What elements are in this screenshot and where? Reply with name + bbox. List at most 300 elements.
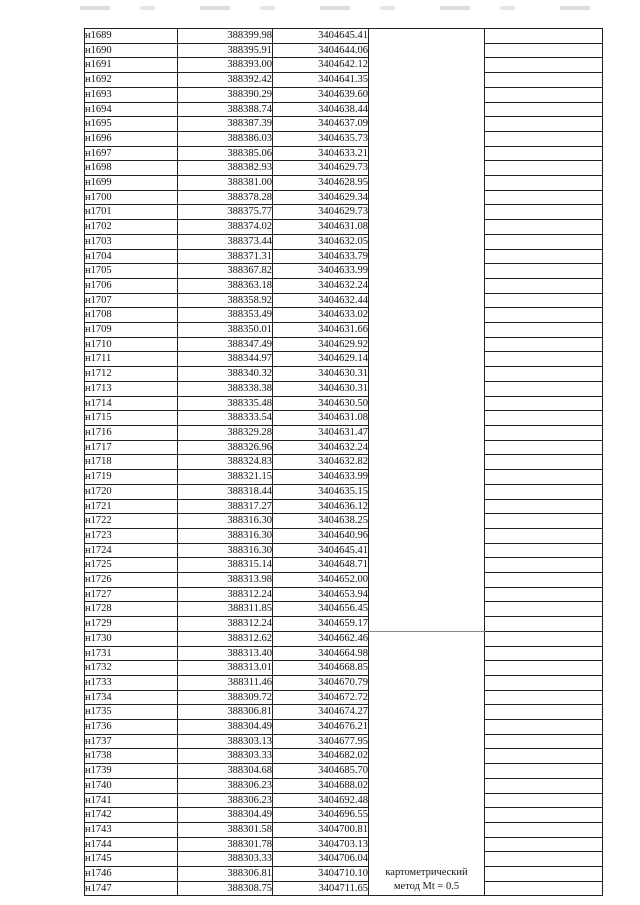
x-coordinate-cell: 388358.92 xyxy=(178,293,273,308)
empty-cell xyxy=(485,220,603,235)
x-coordinate-cell: 388344.97 xyxy=(178,352,273,367)
y-coordinate-cell: 3404662.46 xyxy=(273,631,369,646)
table-row xyxy=(85,867,603,882)
y-coordinate-cell: 3404664.98 xyxy=(273,646,369,661)
empty-cell xyxy=(485,808,603,823)
point-name-cell: н1705 xyxy=(85,264,178,279)
empty-cell xyxy=(485,587,603,602)
empty-cell xyxy=(485,690,603,705)
x-coordinate-cell: 388313.01 xyxy=(178,661,273,676)
point-name-cell: н1736 xyxy=(85,720,178,735)
table-row xyxy=(85,602,603,617)
empty-cell xyxy=(485,367,603,382)
empty-cell xyxy=(485,29,603,44)
x-coordinate-cell: 388316.30 xyxy=(178,528,273,543)
x-coordinate-cell: 388347.49 xyxy=(178,337,273,352)
y-coordinate-cell: 3404640.96 xyxy=(273,528,369,543)
empty-cell xyxy=(485,440,603,455)
x-coordinate-cell: 388378.28 xyxy=(178,190,273,205)
empty-cell xyxy=(485,58,603,73)
point-name-cell: н1719 xyxy=(85,470,178,485)
table-row xyxy=(85,690,603,705)
empty-cell xyxy=(485,822,603,837)
table-row xyxy=(85,308,603,323)
method-cell-upper xyxy=(369,29,485,632)
x-coordinate-cell: 388338.38 xyxy=(178,381,273,396)
point-name-cell: н1735 xyxy=(85,705,178,720)
point-name-cell: н1694 xyxy=(85,102,178,117)
table-row xyxy=(85,220,603,235)
point-name-cell: н1700 xyxy=(85,190,178,205)
y-coordinate-cell: 3404692.48 xyxy=(273,793,369,808)
point-name-cell: н1692 xyxy=(85,73,178,88)
x-coordinate-cell: 388375.77 xyxy=(178,205,273,220)
point-name-cell: н1708 xyxy=(85,308,178,323)
table-row xyxy=(85,102,603,117)
table-row xyxy=(85,617,603,632)
y-coordinate-cell: 3404706.04 xyxy=(273,852,369,867)
y-coordinate-cell: 3404642.12 xyxy=(273,58,369,73)
point-name-cell: н1739 xyxy=(85,764,178,779)
x-coordinate-cell: 388395.91 xyxy=(178,43,273,58)
point-name-cell: н1732 xyxy=(85,661,178,676)
y-coordinate-cell: 3404633.02 xyxy=(273,308,369,323)
table-row xyxy=(85,58,603,73)
table-row xyxy=(85,484,603,499)
empty-cell xyxy=(485,646,603,661)
y-coordinate-cell: 3404635.15 xyxy=(273,484,369,499)
y-coordinate-cell: 3404632.82 xyxy=(273,455,369,470)
x-coordinate-cell: 388304.68 xyxy=(178,764,273,779)
point-name-cell: н1723 xyxy=(85,528,178,543)
y-coordinate-cell: 3404711.65 xyxy=(273,881,369,896)
empty-cell xyxy=(485,425,603,440)
y-coordinate-cell: 3404656.45 xyxy=(273,602,369,617)
method-text xyxy=(369,634,484,893)
x-coordinate-cell: 388381.00 xyxy=(178,176,273,191)
table-row xyxy=(85,587,603,602)
empty-cell xyxy=(485,528,603,543)
point-name-cell: н1714 xyxy=(85,396,178,411)
x-coordinate-cell: 388306.23 xyxy=(178,793,273,808)
empty-cell xyxy=(485,852,603,867)
empty-cell xyxy=(485,661,603,676)
point-name-cell: н1729 xyxy=(85,617,178,632)
table-row xyxy=(85,852,603,867)
table-row xyxy=(85,837,603,852)
x-coordinate-cell: 388353.49 xyxy=(178,308,273,323)
table-row xyxy=(85,29,603,44)
table-row xyxy=(85,249,603,264)
empty-cell xyxy=(485,881,603,896)
y-coordinate-cell: 3404672.72 xyxy=(273,690,369,705)
table-row xyxy=(85,234,603,249)
empty-cell xyxy=(485,749,603,764)
empty-cell xyxy=(485,131,603,146)
table-row xyxy=(85,793,603,808)
table-row xyxy=(85,278,603,293)
y-coordinate-cell: 3404703.13 xyxy=(273,837,369,852)
empty-cell xyxy=(485,778,603,793)
x-coordinate-cell: 388308.75 xyxy=(178,881,273,896)
point-name-cell: н1706 xyxy=(85,278,178,293)
point-name-cell: н1711 xyxy=(85,352,178,367)
y-coordinate-cell: 3404632.24 xyxy=(273,440,369,455)
empty-cell xyxy=(485,675,603,690)
empty-cell xyxy=(485,249,603,264)
empty-cell xyxy=(485,734,603,749)
y-coordinate-cell: 3404641.35 xyxy=(273,73,369,88)
table-row xyxy=(85,43,603,58)
x-coordinate-cell: 388303.33 xyxy=(178,749,273,764)
empty-cell xyxy=(485,837,603,852)
x-coordinate-cell: 388311.85 xyxy=(178,602,273,617)
empty-cell xyxy=(485,573,603,588)
point-name-cell: н1703 xyxy=(85,234,178,249)
point-name-cell: н1697 xyxy=(85,146,178,161)
table-row xyxy=(85,808,603,823)
point-name-cell: н1707 xyxy=(85,293,178,308)
coordinates-table-body xyxy=(85,29,603,896)
point-name-cell: н1731 xyxy=(85,646,178,661)
y-coordinate-cell: 3404645.41 xyxy=(273,543,369,558)
point-name-cell: н1745 xyxy=(85,852,178,867)
y-coordinate-cell: 3404633.21 xyxy=(273,146,369,161)
table-row xyxy=(85,573,603,588)
y-coordinate-cell: 3404632.24 xyxy=(273,278,369,293)
empty-cell xyxy=(485,470,603,485)
table-row xyxy=(85,293,603,308)
x-coordinate-cell: 388324.83 xyxy=(178,455,273,470)
table-row xyxy=(85,205,603,220)
point-name-cell: н1747 xyxy=(85,881,178,896)
table-row xyxy=(85,675,603,690)
method-text-line: метод Mt = 0.5 xyxy=(393,880,460,892)
x-coordinate-cell: 388333.54 xyxy=(178,411,273,426)
x-coordinate-cell: 388388.74 xyxy=(178,102,273,117)
point-name-cell: н1746 xyxy=(85,867,178,882)
point-name-cell: н1742 xyxy=(85,808,178,823)
y-coordinate-cell: 3404633.99 xyxy=(273,470,369,485)
empty-cell xyxy=(485,352,603,367)
table-row xyxy=(85,558,603,573)
y-coordinate-cell: 3404630.31 xyxy=(273,367,369,382)
x-coordinate-cell: 388317.27 xyxy=(178,499,273,514)
empty-cell xyxy=(485,190,603,205)
point-name-cell: н1722 xyxy=(85,514,178,529)
y-coordinate-cell: 3404653.94 xyxy=(273,587,369,602)
y-coordinate-cell: 3404710.10 xyxy=(273,867,369,882)
x-coordinate-cell: 388309.72 xyxy=(178,690,273,705)
empty-cell xyxy=(485,87,603,102)
y-coordinate-cell: 3404635.73 xyxy=(273,131,369,146)
table-row xyxy=(85,337,603,352)
x-coordinate-cell: 388392.42 xyxy=(178,73,273,88)
x-coordinate-cell: 388312.24 xyxy=(178,587,273,602)
table-row xyxy=(85,176,603,191)
y-coordinate-cell: 3404638.25 xyxy=(273,514,369,529)
y-coordinate-cell: 3404629.73 xyxy=(273,161,369,176)
table-row xyxy=(85,764,603,779)
table-row xyxy=(85,499,603,514)
y-coordinate-cell: 3404632.44 xyxy=(273,293,369,308)
empty-cell xyxy=(485,161,603,176)
point-name-cell: н1740 xyxy=(85,778,178,793)
point-name-cell: н1726 xyxy=(85,573,178,588)
x-coordinate-cell: 388371.31 xyxy=(178,249,273,264)
x-coordinate-cell: 388387.39 xyxy=(178,117,273,132)
table-row xyxy=(85,381,603,396)
x-coordinate-cell: 388385.06 xyxy=(178,146,273,161)
point-name-cell: н1713 xyxy=(85,381,178,396)
table-row xyxy=(85,822,603,837)
empty-cell xyxy=(485,484,603,499)
point-name-cell: н1728 xyxy=(85,602,178,617)
point-name-cell: н1699 xyxy=(85,176,178,191)
x-coordinate-cell: 388382.93 xyxy=(178,161,273,176)
y-coordinate-cell: 3404631.08 xyxy=(273,411,369,426)
point-name-cell: н1691 xyxy=(85,58,178,73)
y-coordinate-cell: 3404677.95 xyxy=(273,734,369,749)
x-coordinate-cell: 388313.40 xyxy=(178,646,273,661)
empty-cell xyxy=(485,323,603,338)
point-name-cell: н1709 xyxy=(85,323,178,338)
y-coordinate-cell: 3404670.79 xyxy=(273,675,369,690)
y-coordinate-cell: 3404659.17 xyxy=(273,617,369,632)
y-coordinate-cell: 3404629.92 xyxy=(273,337,369,352)
point-name-cell: н1695 xyxy=(85,117,178,132)
table-row xyxy=(85,146,603,161)
y-coordinate-cell: 3404630.50 xyxy=(273,396,369,411)
point-name-cell: н1715 xyxy=(85,411,178,426)
x-coordinate-cell: 388306.81 xyxy=(178,867,273,882)
empty-cell xyxy=(485,308,603,323)
empty-cell xyxy=(485,43,603,58)
y-coordinate-cell: 3404682.02 xyxy=(273,749,369,764)
empty-cell xyxy=(485,455,603,470)
y-coordinate-cell: 3404628.95 xyxy=(273,176,369,191)
empty-cell xyxy=(485,146,603,161)
x-coordinate-cell: 388304.49 xyxy=(178,720,273,735)
x-coordinate-cell: 388335.48 xyxy=(178,396,273,411)
empty-cell xyxy=(485,396,603,411)
empty-cell xyxy=(485,602,603,617)
empty-cell xyxy=(485,117,603,132)
table-row xyxy=(85,161,603,176)
table-row xyxy=(85,264,603,279)
empty-cell xyxy=(485,793,603,808)
table-row xyxy=(85,514,603,529)
x-coordinate-cell: 388301.58 xyxy=(178,822,273,837)
point-name-cell: н1730 xyxy=(85,631,178,646)
table-row xyxy=(85,705,603,720)
table-row xyxy=(85,881,603,896)
table-row xyxy=(85,352,603,367)
empty-cell xyxy=(485,514,603,529)
point-name-cell: н1744 xyxy=(85,837,178,852)
method-cell xyxy=(369,631,485,896)
table-row xyxy=(85,646,603,661)
point-name-cell: н1717 xyxy=(85,440,178,455)
empty-cell xyxy=(485,381,603,396)
empty-cell xyxy=(485,234,603,249)
x-coordinate-cell: 388304.49 xyxy=(178,808,273,823)
x-coordinate-cell: 388312.24 xyxy=(178,617,273,632)
point-name-cell: н1696 xyxy=(85,131,178,146)
x-coordinate-cell: 388393.00 xyxy=(178,58,273,73)
y-coordinate-cell: 3404688.02 xyxy=(273,778,369,793)
y-coordinate-cell: 3404676.21 xyxy=(273,720,369,735)
point-name-cell: н1702 xyxy=(85,220,178,235)
x-coordinate-cell: 388326.96 xyxy=(178,440,273,455)
y-coordinate-cell: 3404629.14 xyxy=(273,352,369,367)
table-row xyxy=(85,323,603,338)
y-coordinate-cell: 3404631.08 xyxy=(273,220,369,235)
y-coordinate-cell: 3404632.05 xyxy=(273,234,369,249)
scan-header-artifact xyxy=(80,6,600,10)
point-name-cell: н1716 xyxy=(85,425,178,440)
y-coordinate-cell: 3404648.71 xyxy=(273,558,369,573)
point-name-cell: н1720 xyxy=(85,484,178,499)
x-coordinate-cell: 388318.44 xyxy=(178,484,273,499)
empty-cell xyxy=(485,293,603,308)
coordinates-table xyxy=(84,28,603,896)
y-coordinate-cell: 3404638.44 xyxy=(273,102,369,117)
table-row xyxy=(85,440,603,455)
y-coordinate-cell: 3404629.34 xyxy=(273,190,369,205)
x-coordinate-cell: 388340.32 xyxy=(178,367,273,382)
x-coordinate-cell: 388386.03 xyxy=(178,131,273,146)
table-row xyxy=(85,396,603,411)
table-row xyxy=(85,778,603,793)
x-coordinate-cell: 388363.18 xyxy=(178,278,273,293)
y-coordinate-cell: 3404652.00 xyxy=(273,573,369,588)
x-coordinate-cell: 388374.02 xyxy=(178,220,273,235)
table-row xyxy=(85,73,603,88)
table-row xyxy=(85,425,603,440)
x-coordinate-cell: 388367.82 xyxy=(178,264,273,279)
y-coordinate-cell: 3404636.12 xyxy=(273,499,369,514)
point-name-cell: н1721 xyxy=(85,499,178,514)
y-coordinate-cell: 3404639.60 xyxy=(273,87,369,102)
point-name-cell: н1743 xyxy=(85,822,178,837)
x-coordinate-cell: 388373.44 xyxy=(178,234,273,249)
point-name-cell: н1738 xyxy=(85,749,178,764)
table-row xyxy=(85,631,603,646)
y-coordinate-cell: 3404696.55 xyxy=(273,808,369,823)
table-row xyxy=(85,455,603,470)
x-coordinate-cell: 388303.13 xyxy=(178,734,273,749)
table-row xyxy=(85,661,603,676)
y-coordinate-cell: 3404631.66 xyxy=(273,323,369,338)
table-row xyxy=(85,470,603,485)
y-coordinate-cell: 3404633.79 xyxy=(273,249,369,264)
x-coordinate-cell: 388329.28 xyxy=(178,425,273,440)
x-coordinate-cell: 388303.33 xyxy=(178,852,273,867)
point-name-cell: н1724 xyxy=(85,543,178,558)
x-coordinate-cell: 388399.98 xyxy=(178,29,273,44)
table-row xyxy=(85,87,603,102)
point-name-cell: н1727 xyxy=(85,587,178,602)
x-coordinate-cell: 388390.29 xyxy=(178,87,273,102)
y-coordinate-cell: 3404631.47 xyxy=(273,425,369,440)
table-row xyxy=(85,543,603,558)
point-name-cell: н1690 xyxy=(85,43,178,58)
y-coordinate-cell: 3404644.06 xyxy=(273,43,369,58)
empty-cell xyxy=(485,337,603,352)
table-row xyxy=(85,131,603,146)
empty-cell xyxy=(485,176,603,191)
point-name-cell: н1704 xyxy=(85,249,178,264)
point-name-cell: н1737 xyxy=(85,734,178,749)
point-name-cell: н1689 xyxy=(85,29,178,44)
empty-cell xyxy=(485,102,603,117)
x-coordinate-cell: 388316.30 xyxy=(178,543,273,558)
y-coordinate-cell: 3404633.99 xyxy=(273,264,369,279)
empty-cell xyxy=(485,705,603,720)
point-name-cell: н1712 xyxy=(85,367,178,382)
x-coordinate-cell: 388316.30 xyxy=(178,514,273,529)
x-coordinate-cell: 388301.78 xyxy=(178,837,273,852)
y-coordinate-cell: 3404668.85 xyxy=(273,661,369,676)
y-coordinate-cell: 3404685.70 xyxy=(273,764,369,779)
empty-cell xyxy=(485,764,603,779)
point-name-cell: н1733 xyxy=(85,675,178,690)
empty-cell xyxy=(485,411,603,426)
point-name-cell: н1718 xyxy=(85,455,178,470)
x-coordinate-cell: 388306.81 xyxy=(178,705,273,720)
empty-cell xyxy=(485,543,603,558)
y-coordinate-cell: 3404630.31 xyxy=(273,381,369,396)
point-name-cell: н1725 xyxy=(85,558,178,573)
x-coordinate-cell: 388306.23 xyxy=(178,778,273,793)
table-row xyxy=(85,117,603,132)
table-row xyxy=(85,190,603,205)
y-coordinate-cell: 3404645.41 xyxy=(273,29,369,44)
empty-cell xyxy=(485,264,603,279)
x-coordinate-cell: 388313.98 xyxy=(178,573,273,588)
empty-cell xyxy=(485,73,603,88)
y-coordinate-cell: 3404629.73 xyxy=(273,205,369,220)
x-coordinate-cell: 388321.15 xyxy=(178,470,273,485)
x-coordinate-cell: 388350.01 xyxy=(178,323,273,338)
empty-cell xyxy=(485,499,603,514)
table-row xyxy=(85,367,603,382)
point-name-cell: н1710 xyxy=(85,337,178,352)
table-row xyxy=(85,411,603,426)
y-coordinate-cell: 3404637.09 xyxy=(273,117,369,132)
table-row xyxy=(85,749,603,764)
y-coordinate-cell: 3404700.81 xyxy=(273,822,369,837)
empty-cell xyxy=(485,278,603,293)
empty-cell xyxy=(485,631,603,646)
method-text-line: картометрический xyxy=(385,866,468,878)
x-coordinate-cell: 388315.14 xyxy=(178,558,273,573)
empty-cell xyxy=(485,205,603,220)
empty-cell xyxy=(485,720,603,735)
x-coordinate-cell: 388312.62 xyxy=(178,631,273,646)
table-row xyxy=(85,720,603,735)
point-name-cell: н1698 xyxy=(85,161,178,176)
empty-cell xyxy=(485,617,603,632)
point-name-cell: н1701 xyxy=(85,205,178,220)
point-name-cell: н1741 xyxy=(85,793,178,808)
point-name-cell: н1693 xyxy=(85,87,178,102)
y-coordinate-cell: 3404674.27 xyxy=(273,705,369,720)
x-coordinate-cell: 388311.46 xyxy=(178,675,273,690)
empty-cell xyxy=(485,558,603,573)
table-row xyxy=(85,528,603,543)
